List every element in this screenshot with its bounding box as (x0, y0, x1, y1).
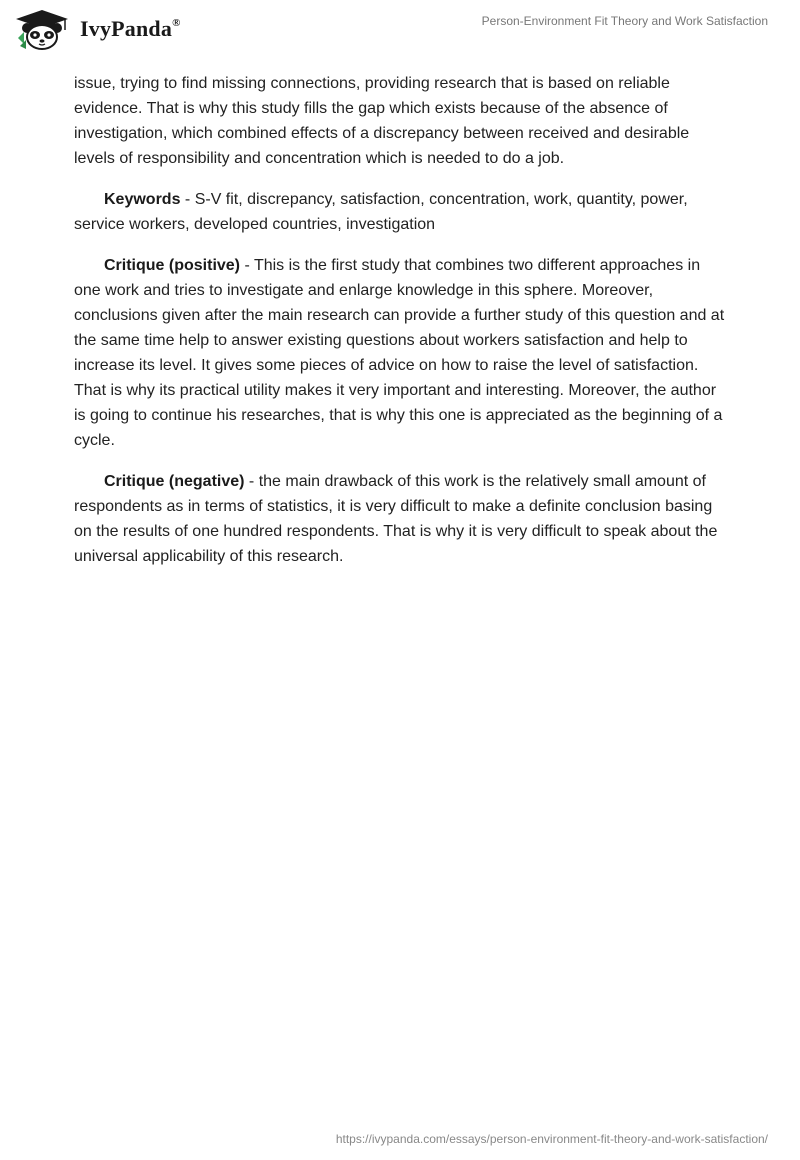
panda-logo-icon (14, 8, 74, 50)
paragraph-keywords (74, 187, 730, 237)
document-body (74, 71, 730, 585)
keywords-label: Keywords (104, 191, 181, 208)
keywords-text: - S-V fit, discrepancy, satisfaction, concentration, work, quantity, power, service workers, developed countries, investigation (74, 191, 688, 233)
paragraph-critique-positive (74, 253, 730, 453)
paragraph-critique-negative (74, 469, 730, 569)
document-title: Person-Environment Fit Theory and Work Satisfaction (481, 14, 768, 28)
page-header (0, 0, 800, 64)
logo[interactable] (14, 8, 181, 50)
critique-positive-text: - This is the first study that combines two different approaches in one work and tries to investigate and enlarge knowledge in this sphere. Moreover, conclusions given after the main research can provide a further study of this question and at the same time help to answer existing questions about workers satisfaction and help to increase its level. It gives some pieces of advice on how to raise the level of satisfaction. That is why its practical utility makes it very important and interesting. Moreover, the author is going to continue his researches, that is why this one is appreciated as the beginning of a cycle. (74, 257, 725, 449)
brand-name: IvyPanda® (80, 16, 181, 41)
critique-negative-label: Critique (negative) (104, 473, 245, 490)
source-url[interactable]: https://ivypanda.com/essays/person-environment-fit-theory-and-work-satisfaction/ (335, 1132, 768, 1146)
critique-negative-text: - the main drawback of this work is the relatively small amount of respondents as in terms of statistics, it is very difficult to make a definite conclusion basing on the results of one hundred respondents. That is why it is very difficult to speak about the universal applicability of this research. (74, 473, 718, 565)
paragraph-intro: issue, trying to find missing connections, providing research that is based on reliable evidence. That is why this study fills the gap which exists because of the absence of investigation, which combined effects of a discrepancy between received and desirable levels of responsibility and concentration which is needed to do a job. (74, 75, 690, 167)
critique-positive-label: Critique (positive) (104, 257, 241, 274)
